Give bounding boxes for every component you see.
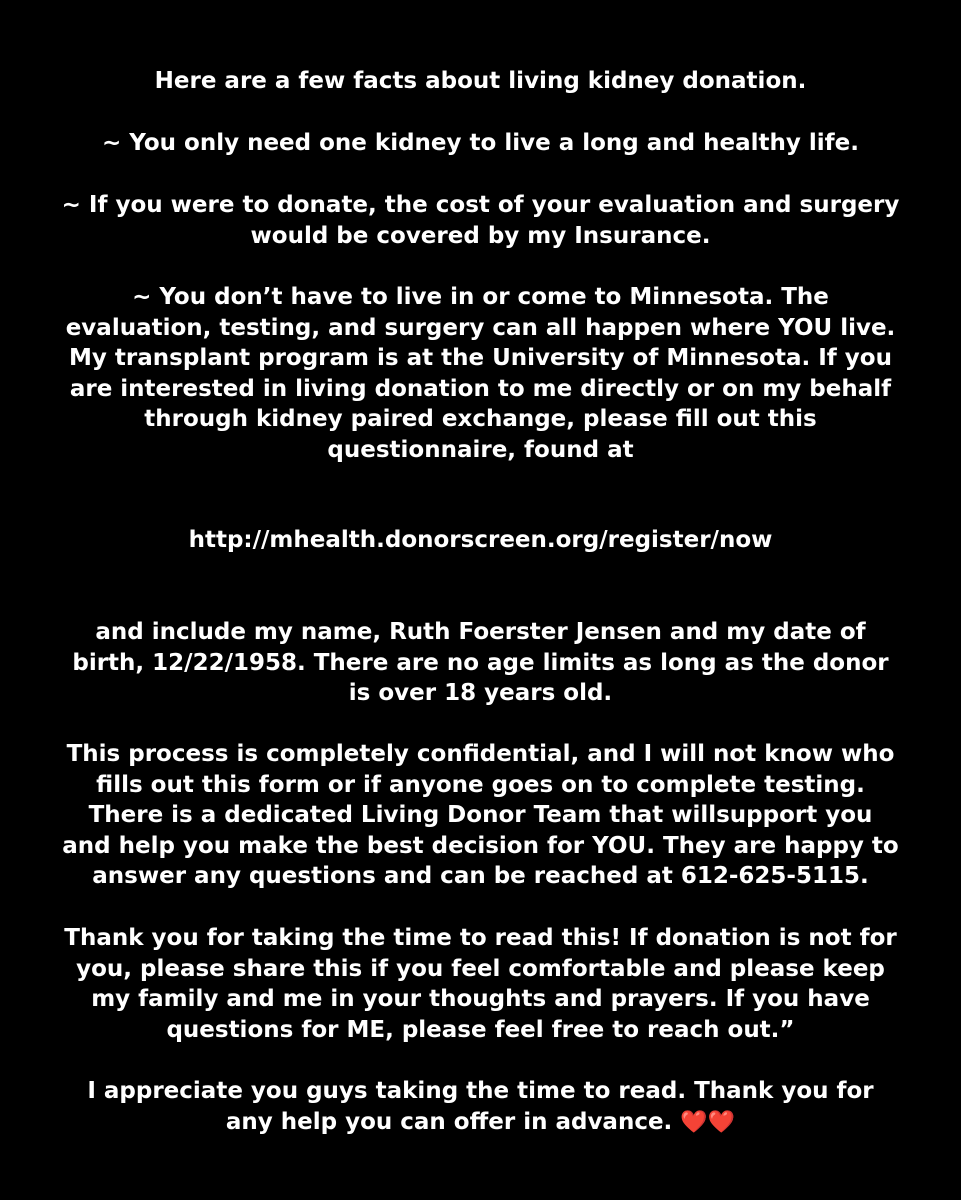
instructions-line-1: and include my name, Ruth Foerster Jensen and my date of (95, 619, 866, 645)
fact-three-line-4: are interested in living donation to me directly or on my behalf (69, 375, 892, 402)
thank-you-line-4: questions for ME, please feel free to reach out.” (166, 1016, 795, 1043)
confidentiality-line-2: fills out this form or if anyone goes on to complete testing. (96, 771, 865, 798)
closing-line-2-text: any help you can offer in advance. (225, 1108, 673, 1135)
fact-three-paragraph (40, 282, 921, 465)
fact-two-line-2: would be covered by my Insurance. (250, 222, 711, 249)
fact-one-paragraph (40, 128, 921, 159)
instructions-line-2: birth, 12/22/1958. There are no age limits as long as the donor (72, 649, 889, 676)
closing-paragraph (40, 1076, 921, 1138)
thank-you-line-2: you, please share this if you feel comfortable and please keep (76, 955, 885, 982)
intro-line: Here are a few facts about living kidney donation. (154, 68, 807, 94)
fact-one-line: ~ You only need one kidney to live a long and healthy life. (102, 130, 859, 156)
confidentiality-line-3: There is a dedicated Living Donor Team that willsupport you (88, 802, 873, 828)
fact-three-line-5: through kidney paired exchange, please fill out this (144, 406, 817, 432)
fact-two-line-1: ~ If you were to donate, the cost of your evaluation and surgery (61, 192, 900, 218)
fact-three-line-1: ~ You don’t have to live in or come to Minnesota. The (132, 284, 829, 310)
registration-url: http://mhealth.donorscreen.org/register/now (188, 527, 773, 553)
fact-two-paragraph (40, 190, 921, 251)
heart-emoji-icon: ❤️❤️ (680, 1109, 736, 1135)
fact-three-line-3: My transplant program is at the University of Minnesota. If you (69, 345, 892, 371)
confidentiality-line-1: This process is completely confidential, and I will not know who (66, 741, 895, 767)
thank-you-line-1: Thank you for taking the time to read this! If donation is not for (64, 925, 897, 951)
fact-three-line-2: evaluation, testing, and surgery can all happen where YOU live. (65, 314, 896, 341)
confidentiality-line-4: and help you make the best decision for YOU. They are happy to (62, 832, 899, 859)
closing-line-2 (40, 1107, 921, 1139)
confidentiality-paragraph (40, 739, 921, 892)
thank-you-line-3: my family and me in your thoughts and prayers. If you have (91, 986, 870, 1012)
thank-you-paragraph (40, 923, 921, 1045)
registration-url-paragraph (40, 525, 921, 556)
intro-paragraph (40, 66, 921, 97)
closing-line-1: I appreciate you guys taking the time to read. Thank you for (87, 1078, 874, 1104)
confidentiality-line-5: answer any questions and can be reached at 612-625-5115. (92, 863, 869, 889)
instructions-line-3: is over 18 years old. (348, 680, 613, 706)
instructions-paragraph (40, 617, 921, 709)
fact-three-line-6: questionnaire, found at (327, 436, 634, 463)
